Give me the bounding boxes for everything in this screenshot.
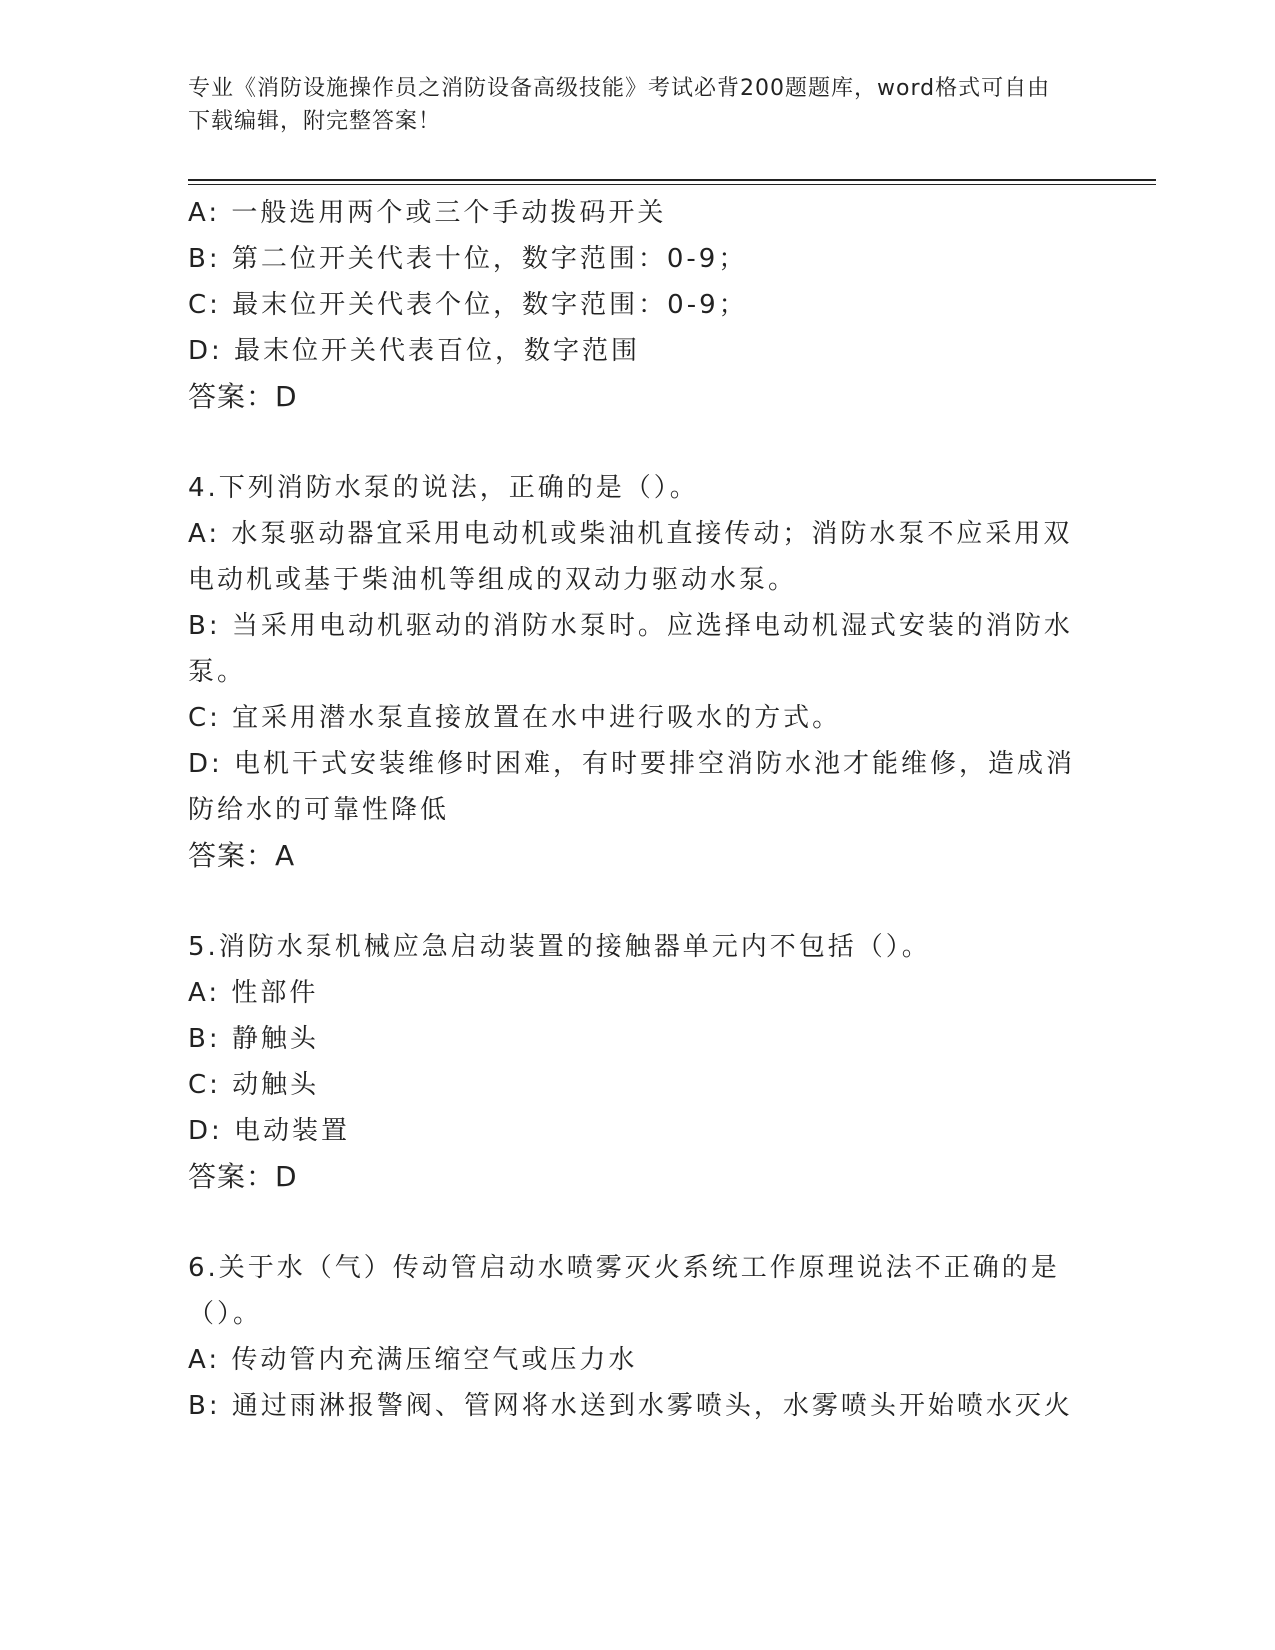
answer-line: 答案：A — [188, 839, 296, 872]
question-block-4 — [188, 465, 1088, 879]
document-header: 专业《消防设施操作员之消防设备高级技能》考试必背200题题库，word格式可自由下载编辑，附完整答案！ — [188, 76, 1051, 134]
option-d: D: 最末位开关代表百位，数字范围 — [188, 336, 641, 366]
option-b: B: 第二位开关代表十位，数字范围：0-9； — [188, 244, 748, 274]
header-divider — [188, 179, 1156, 181]
answer-line: 答案：D — [188, 380, 298, 413]
document-body — [188, 190, 1088, 1429]
option-a: A: 传动管内充满压缩空气或压力水 — [188, 1345, 638, 1375]
option-d: D: 电机干式安装维修时困难，有时要排空消防水池才能维修，造成消防给水的可靠性降低 — [188, 749, 1076, 825]
question-block-5 — [188, 924, 1088, 1200]
option-b: B: 通过雨淋报警阀、管网将水送到水雾喷头，水雾喷头开始喷水灭火 — [188, 1391, 1073, 1421]
question-stem: 6.关于水（气）传动管启动水喷雾灭火系统工作原理说法不正确的是（）。 — [188, 1253, 1060, 1329]
answer-line: 答案：D — [188, 1160, 298, 1193]
option-c: C: 宜采用潜水泵直接放置在水中进行吸水的方式。 — [188, 703, 842, 733]
option-c: C: 动触头 — [188, 1070, 320, 1100]
option-b: B: 当采用电动机驱动的消防水泵时。应选择电动机湿式安装的消防水泵。 — [188, 611, 1073, 687]
header-divider-thin — [188, 184, 1156, 185]
option-a: A: 水泵驱动器宜采用电动机或柴油机直接传动；消防水泵不应采用双电动机或基于柴油机等组成的双动力驱动水泵。 — [188, 519, 1073, 595]
option-a: A: 一般选用两个或三个手动拨码开关 — [188, 198, 667, 228]
question-stem: 4.下列消防水泵的说法，正确的是（）。 — [188, 473, 699, 503]
option-c: C: 最末位开关代表个位，数字范围：0-9； — [188, 290, 748, 320]
question-stem: 5.消防水泵机械应急启动装置的接触器单元内不包括（）。 — [188, 932, 931, 962]
question-block-3 — [188, 190, 1088, 420]
question-block-6 — [188, 1245, 1088, 1429]
option-a: A: 性部件 — [188, 978, 319, 1008]
option-b: B: 静触头 — [188, 1024, 319, 1054]
option-d: D: 电动装置 — [188, 1116, 351, 1146]
